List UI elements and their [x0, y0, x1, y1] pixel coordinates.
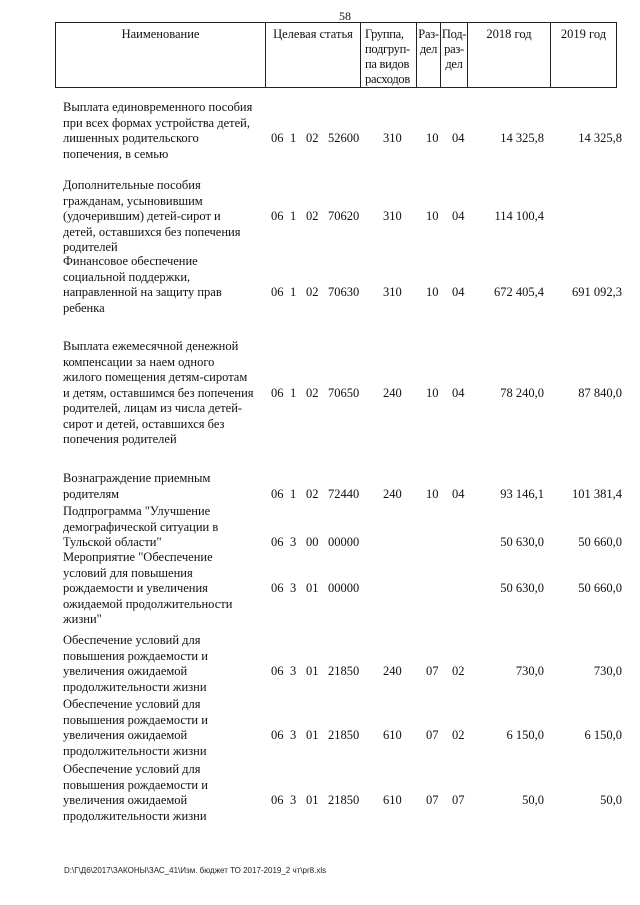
- row-name: Подпрограмма "Улучшение демографической ситуации в Тульской области": [63, 504, 219, 549]
- cell-amount-2019: 6 150,0: [584, 728, 622, 742]
- cell-amount-2019: 14 325,8: [578, 131, 622, 145]
- table-row: [0, 178, 640, 256]
- cell-expense-type: 240: [383, 486, 402, 501]
- cell-group-code: 02: [306, 209, 319, 223]
- cell-subprogram-code: 1: [290, 285, 297, 299]
- header-target: Целевая статья: [266, 22, 361, 88]
- cell-subprogram-code: 3: [290, 728, 297, 742]
- cell-group-code: 01: [306, 728, 319, 742]
- cell-amount-2019: 101 381,4: [572, 486, 622, 501]
- row-name: Обеспечение условий для повышения рождаемости и увеличения ожидаемой продолжительности жизни: [63, 697, 208, 758]
- cell-program-code: 06: [271, 535, 284, 549]
- cell-program-code: 06: [271, 581, 284, 595]
- cell-direction-code: 00000: [328, 535, 360, 549]
- cell-amount-2018: 114 100,4: [494, 209, 544, 223]
- header-razdel: Раз- дел: [417, 22, 441, 88]
- table-row: [0, 633, 640, 695]
- row-name: Мероприятие "Обеспечение условий для повышения рождаемости и увеличения ожидаемой продолжительности жизни": [63, 550, 233, 626]
- cell-direction-code: 72440: [328, 486, 360, 501]
- cell-section: 10: [426, 285, 439, 299]
- cell-subprogram-code: 1: [290, 385, 297, 400]
- cell-amount-2018: 50 630,0: [500, 581, 544, 595]
- cell-subsection: 04: [452, 285, 465, 299]
- cell-direction-code: 21850: [328, 793, 360, 807]
- table-row: [0, 550, 640, 628]
- cell-direction-code: 52600: [328, 131, 360, 145]
- cell-amount-2018: 730,0: [515, 664, 544, 678]
- cell-amount-2018: 6 150,0: [506, 728, 544, 742]
- cell-amount-2019: 730,0: [593, 664, 622, 678]
- cell-amount-2018: 78 240,0: [500, 385, 544, 400]
- header-name: Наименование: [55, 22, 266, 88]
- cell-subprogram-code: 1: [290, 486, 297, 501]
- cell-subprogram-code: 3: [290, 581, 297, 595]
- cell-subprogram-code: 3: [290, 535, 297, 549]
- cell-amount-2019: 50,0: [600, 793, 622, 807]
- cell-section: 10: [426, 131, 439, 145]
- header-podrazdel: Под- раз- дел: [441, 22, 468, 88]
- cell-direction-code: 70630: [328, 285, 360, 299]
- row-name: Вознаграждение приемным родителям: [63, 471, 211, 501]
- cell-subprogram-code: 1: [290, 209, 297, 223]
- cell-program-code: 06: [271, 793, 284, 807]
- cell-group-code: 02: [306, 131, 319, 145]
- cell-program-code: 06: [271, 385, 284, 400]
- cell-section: 07: [426, 664, 439, 678]
- cell-section: 07: [426, 728, 439, 742]
- cell-direction-code: 21850: [328, 728, 360, 742]
- table-row: [0, 339, 640, 448]
- cell-program-code: 06: [271, 664, 284, 678]
- page-number: 58: [339, 9, 351, 23]
- cell-subsection: 07: [452, 793, 465, 807]
- cell-expense-type: 610: [383, 728, 402, 742]
- table-row: [0, 504, 640, 551]
- cell-amount-2019: 50 660,0: [578, 581, 622, 595]
- cell-amount-2019: 50 660,0: [578, 535, 622, 549]
- cell-group-code: 01: [306, 581, 319, 595]
- cell-subprogram-code: 1: [290, 131, 297, 145]
- table-row: [0, 471, 640, 502]
- table-row: [0, 254, 640, 316]
- cell-expense-type: 310: [383, 131, 402, 145]
- cell-group-code: 02: [306, 385, 319, 400]
- cell-expense-type: 240: [383, 664, 402, 678]
- header-year-2019: 2019 год: [551, 22, 617, 88]
- header-group: Группа, подгруп- па видов расходов: [361, 22, 417, 88]
- cell-amount-2018: 50,0: [522, 793, 544, 807]
- cell-amount-2019: 691 092,3: [572, 285, 622, 299]
- row-name: Выплата единовременного пособия при всех формах устройства детей, лишенных родительского попечения, в семью: [63, 100, 253, 161]
- cell-section: 10: [426, 385, 439, 400]
- file-path-footer: D:\Г\Д6\2017\ЗАКОНЫ\ЗАС_41\Изм. бюджет ТО 2017-2019_2 чт\pr8.xls: [64, 866, 327, 875]
- cell-program-code: 06: [271, 486, 284, 501]
- cell-section: 10: [426, 209, 439, 223]
- cell-amount-2018: 93 146,1: [500, 486, 544, 501]
- header-year-2018: 2018 год: [468, 22, 551, 88]
- cell-amount-2018: 14 325,8: [500, 131, 544, 145]
- cell-section: 07: [426, 793, 439, 807]
- cell-direction-code: 00000: [328, 581, 360, 595]
- cell-direction-code: 70620: [328, 209, 360, 223]
- row-name: Обеспечение условий для повышения рождаемости и увеличения ожидаемой продолжительности жизни: [63, 762, 208, 823]
- cell-amount-2018: 672 405,4: [494, 285, 544, 299]
- cell-subprogram-code: 3: [290, 793, 297, 807]
- cell-group-code: 01: [306, 793, 319, 807]
- cell-subsection: 02: [452, 728, 465, 742]
- cell-group-code: 01: [306, 664, 319, 678]
- row-name: Финансовое обеспечение социальной поддержки, направленной на защиту прав ребенка: [63, 254, 222, 315]
- cell-expense-type: 310: [383, 285, 402, 299]
- table-row: [0, 100, 640, 162]
- cell-amount-2019: 87 840,0: [578, 385, 622, 400]
- cell-program-code: 06: [271, 728, 284, 742]
- cell-subsection: 04: [452, 131, 465, 145]
- cell-subsection: 04: [452, 209, 465, 223]
- cell-group-code: 02: [306, 285, 319, 299]
- cell-direction-code: 70650: [328, 385, 360, 400]
- cell-expense-type: 310: [383, 209, 402, 223]
- cell-expense-type: 610: [383, 793, 402, 807]
- cell-group-code: 00: [306, 535, 319, 549]
- cell-section: 10: [426, 486, 439, 501]
- row-name: Дополнительные пособия гражданам, усыновившим (удочерившим) детей-сирот и детей, оставшихся без попечения родителей: [63, 178, 241, 254]
- cell-subsection: 04: [452, 486, 465, 501]
- cell-group-code: 02: [306, 486, 319, 501]
- table-row: [0, 697, 640, 759]
- cell-program-code: 06: [271, 209, 284, 223]
- cell-program-code: 06: [271, 131, 284, 145]
- row-name: Выплата ежемесячной денежной компенсации за наем одного жилого помещения детям-сиротам и детям, оставшимся без попечения родителей, лицам из числа детей- сирот и детей, оставшихся без попечения родителей: [63, 339, 254, 446]
- cell-amount-2018: 50 630,0: [500, 535, 544, 549]
- table-row: [0, 762, 640, 824]
- cell-expense-type: 240: [383, 385, 402, 400]
- cell-subsection: 04: [452, 385, 465, 400]
- cell-subprogram-code: 3: [290, 664, 297, 678]
- cell-subsection: 02: [452, 664, 465, 678]
- row-name: Обеспечение условий для повышения рождаемости и увеличения ожидаемой продолжительности жизни: [63, 633, 208, 694]
- cell-direction-code: 21850: [328, 664, 360, 678]
- cell-program-code: 06: [271, 285, 284, 299]
